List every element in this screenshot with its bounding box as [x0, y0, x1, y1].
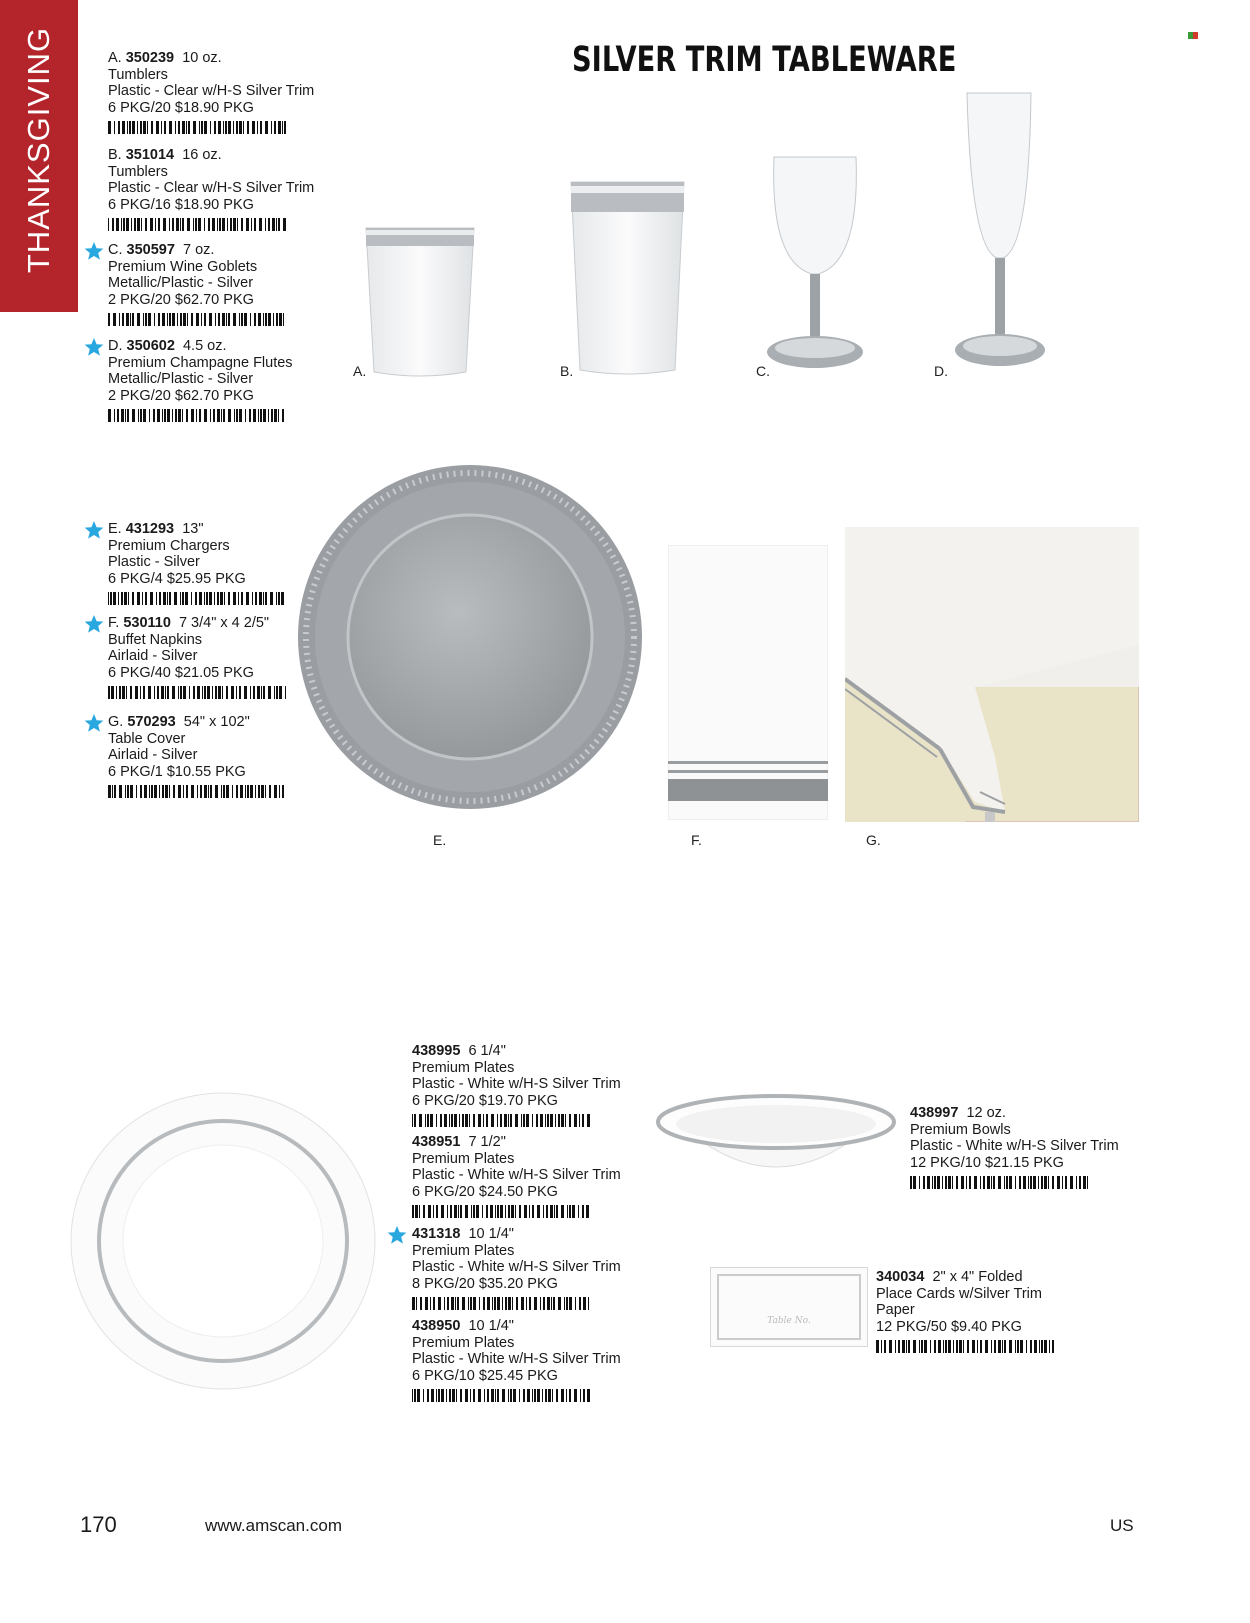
product-pack-price: 12 PKG/10 $21.15 PKG: [910, 1154, 1064, 1171]
product-size: 10 oz.: [182, 50, 222, 66]
tumbler-16oz-image: [565, 178, 690, 380]
product-sku: 350597: [126, 242, 175, 258]
barcode: [108, 313, 288, 326]
product-name: Buffet Napkins: [108, 631, 203, 648]
place-card-image: [710, 1267, 868, 1347]
product-plate-438951: [412, 1134, 621, 1218]
product-pack-price: 6 PKG/16 $18.90 PKG: [108, 196, 254, 213]
product-prefix: C.: [108, 242, 123, 258]
image-label-f: F.: [691, 832, 702, 848]
product-sku: 438950: [412, 1318, 461, 1334]
product-name: Place Cards w/Silver Trim: [876, 1285, 1042, 1302]
product-name: Premium Champagne Flutes: [108, 354, 293, 371]
product-material: Plastic - Clear w/H-S Silver Trim: [108, 180, 315, 196]
image-label-b: B.: [560, 363, 574, 379]
barcode: [412, 1205, 621, 1218]
product-plate-431318: [412, 1226, 621, 1310]
product-size: 12 oz.: [966, 1105, 1006, 1121]
product-material: Plastic - Silver: [108, 554, 200, 570]
product-name: Premium Chargers: [108, 537, 230, 554]
barcode: [108, 409, 293, 422]
product-pack-price: 2 PKG/20 $62.70 PKG: [108, 291, 254, 308]
product-pack-price: 6 PKG/20 $24.50 PKG: [412, 1183, 558, 1200]
image-label-d: D.: [934, 363, 948, 379]
product-size: 6 1/4": [468, 1043, 506, 1059]
image-label-c: C.: [756, 363, 770, 379]
section-tab: [0, 0, 78, 312]
product-pack-price: 6 PKG/20 $18.90 PKG: [108, 99, 254, 116]
product-pack-price: 6 PKG/40 $21.05 PKG: [108, 664, 254, 681]
product-material: Paper: [876, 1302, 915, 1318]
barcode: [876, 1340, 1056, 1353]
image-label-a: A.: [353, 363, 367, 379]
product-sku: 431318: [412, 1226, 461, 1242]
champagne-flute-image: [945, 88, 1055, 378]
premium-plate-image: [68, 1090, 378, 1392]
product-pack-price: 2 PKG/20 $62.70 PKG: [108, 387, 254, 404]
product-pack-price: 8 PKG/20 $35.20 PKG: [412, 1275, 558, 1292]
product-plate-438950: [412, 1318, 621, 1402]
charger-plate-image: [295, 462, 645, 812]
product-place-cards-340034: [876, 1269, 1056, 1353]
product-g: [108, 714, 288, 798]
product-material: Airlaid - Silver: [108, 648, 198, 664]
barcode: [412, 1389, 621, 1402]
product-plate-438995: [412, 1043, 621, 1127]
product-sku: 351014: [125, 147, 175, 163]
product-material: Plastic - White w/H-S Silver Trim: [412, 1076, 621, 1092]
product-material: Metallic/Plastic - Silver: [108, 371, 254, 387]
product-name: Table Cover: [108, 730, 186, 747]
product-name: Premium Plates: [412, 1242, 515, 1259]
product-f: [108, 615, 288, 699]
barcode: [412, 1297, 621, 1310]
barcode: [108, 592, 288, 605]
product-size: 10 1/4": [468, 1226, 514, 1242]
product-pack-price: 6 PKG/1 $10.55 PKG: [108, 763, 246, 780]
product-a: [108, 50, 314, 134]
product-size: 4.5 oz.: [182, 338, 227, 354]
product-name: Premium Plates: [412, 1150, 515, 1167]
product-sku: 438995: [412, 1043, 461, 1059]
product-material: Plastic - White w/H-S Silver Trim: [412, 1167, 621, 1183]
website-url: www.amscan.com: [205, 1516, 342, 1535]
product-material: Plastic - White w/H-S Silver Trim: [910, 1138, 1119, 1154]
region-code: US: [1110, 1516, 1134, 1535]
product-e: [108, 521, 288, 605]
product-sku: 350602: [126, 338, 175, 354]
star-icon: [387, 1225, 407, 1245]
product-size: 7 oz.: [182, 242, 215, 258]
product-prefix: G.: [108, 714, 124, 730]
product-sku: 438997: [910, 1105, 959, 1121]
product-size: 10 1/4": [468, 1318, 514, 1334]
premium-bowl-image: [656, 1092, 896, 1192]
product-pack-price: 6 PKG/4 $25.95 PKG: [108, 570, 246, 587]
star-icon: [84, 241, 104, 261]
product-name: Premium Bowls: [910, 1121, 1011, 1138]
product-prefix: D.: [108, 338, 123, 354]
product-size: 13": [182, 521, 204, 537]
product-size: 7 1/2": [468, 1134, 506, 1150]
product-name: Tumblers: [108, 163, 168, 180]
section-tab-label: THANKSGIVING: [21, 26, 56, 274]
product-name: Premium Plates: [412, 1334, 515, 1351]
corner-mark: [1188, 32, 1198, 39]
barcode: [108, 785, 288, 798]
product-d: [108, 338, 293, 422]
product-name: Premium Plates: [412, 1059, 515, 1076]
image-label-e: E.: [433, 832, 447, 848]
product-pack-price: 6 PKG/20 $19.70 PKG: [412, 1092, 558, 1109]
product-sku: 570293: [127, 714, 176, 730]
barcode: [412, 1114, 621, 1127]
barcode: [108, 218, 314, 231]
barcode: [910, 1176, 1119, 1189]
barcode: [108, 686, 288, 699]
product-material: Metallic/Plastic - Silver: [108, 275, 254, 291]
product-pack-price: 6 PKG/10 $25.45 PKG: [412, 1367, 558, 1384]
image-label-g: G.: [866, 832, 881, 848]
product-material: Plastic - White w/H-S Silver Trim: [412, 1259, 621, 1275]
product-material: Plastic - Clear w/H-S Silver Trim: [108, 83, 315, 99]
star-icon: [84, 520, 104, 540]
product-sku: 350239: [125, 50, 175, 66]
page-title: SILVER TRIM TABLEWARE: [572, 40, 957, 80]
product-pack-price: 12 PKG/50 $9.40 PKG: [876, 1318, 1022, 1335]
tumbler-10oz-image: [360, 222, 480, 382]
wine-goblet-image: [760, 152, 870, 377]
page-number: 170: [80, 1512, 117, 1537]
product-material: Airlaid - Silver: [108, 747, 198, 763]
product-sku: 438951: [412, 1134, 461, 1150]
product-name: Premium Wine Goblets: [108, 258, 258, 275]
place-card-text: Table No.: [767, 1316, 811, 1326]
product-prefix: F.: [108, 615, 120, 631]
star-icon: [84, 614, 104, 634]
product-bowl-438997: [910, 1105, 1119, 1189]
product-prefix: E.: [108, 521, 122, 537]
buffet-napkin-image: [668, 545, 828, 820]
product-sku: 431293: [125, 521, 175, 537]
product-c: [108, 242, 288, 326]
product-size: 54" x 102": [183, 714, 250, 730]
product-prefix: B.: [108, 147, 122, 163]
product-prefix: A.: [108, 50, 122, 66]
product-size: 2" x 4" Folded: [932, 1269, 1023, 1285]
product-size: 7 3/4" x 4 2/5": [178, 615, 270, 631]
product-b: [108, 147, 314, 231]
product-name: Tumblers: [108, 66, 168, 83]
product-material: Plastic - White w/H-S Silver Trim: [412, 1351, 621, 1367]
product-sku: 530110: [123, 615, 171, 631]
star-icon: [84, 713, 104, 733]
product-size: 16 oz.: [182, 147, 222, 163]
product-sku: 340034: [876, 1269, 925, 1285]
barcode: [108, 121, 314, 134]
star-icon: [84, 337, 104, 357]
table-cover-image: [845, 527, 1139, 822]
